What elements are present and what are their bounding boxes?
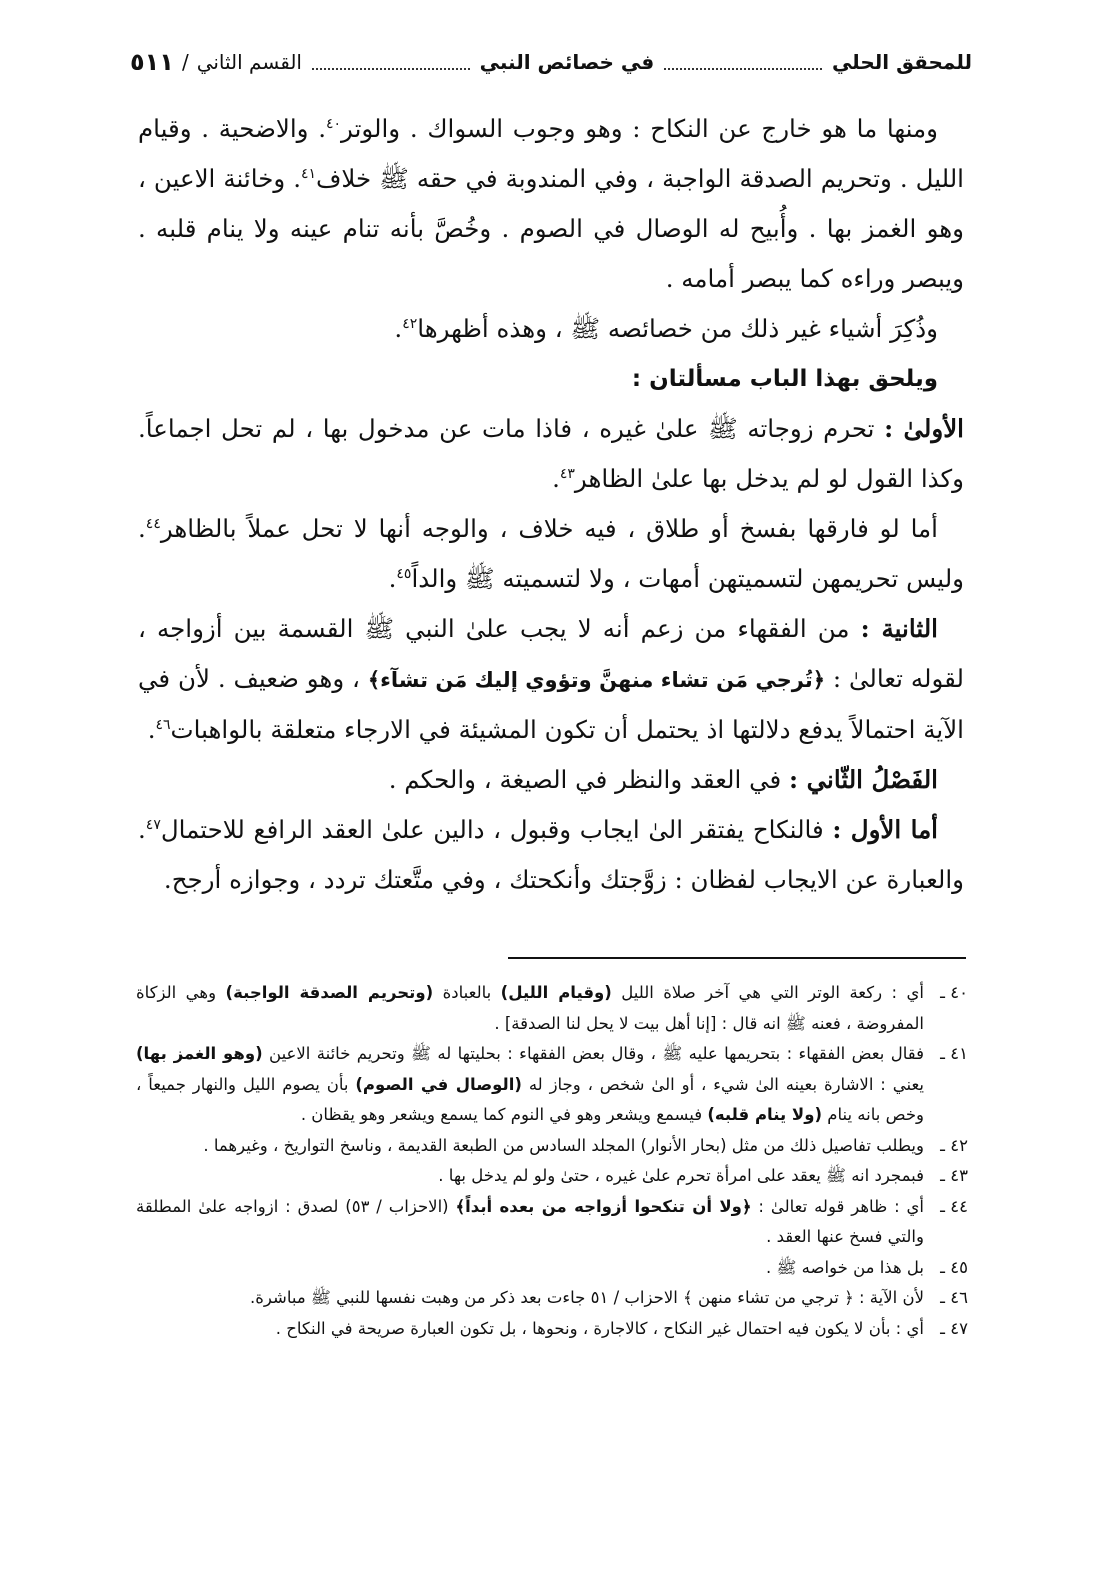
- chapter-title: في خصائص النبي: [479, 50, 655, 74]
- text-run: .: [147, 715, 156, 744]
- footnote: [136, 1131, 968, 1162]
- text-run: فالنكاح يفتقر الىٰ ايجاب وقبول ، دالين علىٰ العقد الرافع للاحتمال: [160, 815, 824, 844]
- footnote-number: ٤٢ ـ: [940, 1135, 968, 1155]
- text-run: . وخائنة الاعين ، وهو الغمز بها . وأُبيح له الوصال في الصوم . وخُصَّ بأنه تنام عينه ولا ينام قلبه . ويبصر وراءه كما يبصر أمامه .: [138, 164, 964, 293]
- text-run: من الفقهاء من زعم أنه لا يجب علىٰ النبي ﷺ القسمة بين أزواجه ، لقوله تعالىٰ :: [138, 614, 964, 693]
- text-run: .: [388, 564, 397, 593]
- paragraph: [138, 604, 964, 755]
- text-run: . وليس تحريمهن لتسميتهن أمهات ، ولا لتسميته ﷺ والداً: [138, 514, 964, 593]
- folio: [130, 48, 302, 76]
- main-text: [138, 104, 964, 905]
- bold-term: (ولا ينام قلبه): [707, 1105, 822, 1124]
- footnote-number: ٤١ ـ: [940, 1044, 968, 1063]
- footnote: [136, 978, 968, 1039]
- header-leader-dots: [312, 67, 470, 70]
- text-run: فقال بعض الفقهاء : بتحريمها عليه ﷺ ، وقال بعض الفقهاء : بحليتها له ﷺ وتحريم خائنة الاعين: [262, 1044, 924, 1063]
- footnote-ref: ٤١: [300, 165, 317, 182]
- paragraph: [138, 805, 964, 905]
- footnote-ref: ٤٧: [145, 816, 161, 833]
- quran-quote: ﴿ولا أن تنكحوا أزواجه من بعده أبداً﴾: [455, 1196, 752, 1216]
- footnote-divider: [508, 957, 966, 959]
- header-leader-dots: [664, 67, 822, 70]
- footnote: [136, 1161, 968, 1192]
- text-run: لأن الآية : ﴿ ترجي من تشاء منهن ﴾ الاحزاب / ٥١ جاءت بعد ذكر من وهبت نفسها للنبي ﷺ مباشرة.: [250, 1288, 924, 1307]
- text-run: .: [552, 464, 560, 493]
- quran-quote: ﴿تُرجي مَن تشاء منهنَّ وتؤوي إليك مَن تشآء﴾: [367, 668, 826, 692]
- footnote-ref: ٤٤: [145, 515, 161, 532]
- lead-term: الأولىٰ :: [884, 414, 964, 443]
- footnote: [136, 1314, 968, 1345]
- section-label: القسم الثاني: [196, 50, 302, 74]
- footnote-number: ٤٠ ـ: [940, 983, 968, 1002]
- paragraph: [138, 304, 964, 354]
- footnotes: [136, 978, 968, 1344]
- lead-term: أما الأول :: [832, 815, 938, 844]
- text-run: فبمجرد انه ﷺ يعقد على امرأة تحرم علىٰ غيره ، حتىٰ ولو لم يدخل بها .: [438, 1166, 924, 1185]
- paragraph: [138, 504, 964, 604]
- text-run: أي : ظاهر قوله تعالىٰ :: [751, 1196, 924, 1216]
- text-run: أما لو فارقها بفسخ أو طلاق ، فيه خلاف ، والوجه أنها لا تحل عملاً بالظاهر: [160, 514, 938, 543]
- folio-separator: /: [181, 50, 189, 74]
- text-run: تحرم زوجاته ﷺ علىٰ غيره ، فاذا مات عن مدخول بها ، لم تحل اجماعاً. وكذا القول لو لم يدخل بها علىٰ الظاهر: [138, 414, 964, 493]
- footnote: [136, 1283, 968, 1314]
- running-header: [130, 42, 972, 82]
- bold-term: (وتحريم الصدقة الواجبة): [225, 983, 434, 1002]
- section-label: الفَصْلُ الثّاني :: [789, 765, 938, 794]
- page-number: ٥١١: [129, 48, 174, 76]
- footnote-number: ٤٥ ـ: [940, 1257, 968, 1277]
- footnote-ref: ٤٢: [402, 315, 418, 332]
- text-run: وهي الزكاة المفروضة ، فعنه ﷺ انه قال : [إنا أهل بيت لا يحل لنا الصدقة] .: [136, 983, 924, 1033]
- bold-term: (الوصال في الصوم): [355, 1074, 522, 1094]
- footnote: [136, 1039, 968, 1131]
- text-run: وذُكِرَ أشياء غير ذلك من خصائصه ﷺ ، وهذه أظهرها: [417, 314, 938, 343]
- bold-term: (وقيام الليل): [500, 983, 612, 1002]
- footnote-number: ٤٧ ـ: [940, 1318, 968, 1338]
- text-run: في العقد والنظر في الصيغة ، والحكم .: [388, 765, 782, 794]
- text-run: بل هذا من خواصه ﷺ .: [766, 1257, 924, 1277]
- text-run: فيسمع ويشعر وهو في النوم كما يسمع ويشعر وهو يقظان .: [300, 1105, 708, 1124]
- paragraph: [138, 104, 964, 304]
- text-run: أي : ركعة الوتر التي هي آخر صلاة الليل: [611, 983, 924, 1002]
- text-run: يعني : الاشارة بعينه الىٰ شيء ، أو الىٰ شخص ، وجاز له: [521, 1074, 924, 1094]
- text-run: أي : بأن لا يكون فيه احتمال غير النكاح ، كالاجارة ، ونحوها ، بل تكون العبارة صريحة في النكاح .: [275, 1318, 924, 1338]
- text-run: ومنها ما هو خارج عن النكاح : وهو وجوب السواك . والوتر: [341, 114, 938, 143]
- text-run: بأن يصوم الليل والنهار جميعاً ، وخص بانه ينام: [136, 1074, 924, 1124]
- running-title: للمحقق الحلي: [831, 50, 972, 74]
- text-run: ، وهو ضعيف . لأن في الآية احتمالاً يدفع دلالتها اذ يحتمل أن تكون المشيئة في الارجاء متعلقة بالواهبات: [138, 664, 964, 744]
- footnote-number: ٤٣ ـ: [940, 1166, 968, 1185]
- footnote-ref: ٤٦: [155, 716, 171, 733]
- footnote-ref: ٤٥: [396, 565, 412, 582]
- text-run: .: [394, 314, 403, 343]
- footnote-number: ٤٤ ـ: [940, 1196, 968, 1216]
- bold-term: (وهو الغمز بها): [136, 1044, 263, 1063]
- footnote: [136, 1192, 968, 1253]
- footnote-number: ٤٦ ـ: [940, 1288, 968, 1307]
- footnote-ref: ٤٣: [559, 465, 575, 482]
- paragraph: [138, 404, 964, 504]
- text-run: ويطلب تفاصيل ذلك من مثل (بحار الأنوار) المجلد السادس من الطبعة القديمة ، وناسخ التواريخ ، وغيرهما .: [203, 1135, 924, 1155]
- lead-term: الثانية :: [860, 614, 938, 643]
- text-run: (الاحزاب / ٥٣) لصدق : ازواجه علىٰ المطلقة والتي فسخ عنها العقد .: [136, 1196, 924, 1246]
- section-heading: ويلحق بهذا الباب مسألتان :: [631, 366, 938, 392]
- text-run: . والعبارة عن الايجاب لفظان : زوَّجتك وأنكحتك ، وفي متَّعتك تردد ، وجوازه أرجح.: [138, 815, 964, 894]
- text-run: بالعبادة: [433, 983, 501, 1002]
- footnote-ref: ٤٠: [326, 115, 342, 132]
- footnote: [136, 1253, 968, 1284]
- paragraph: [138, 755, 964, 805]
- text-run: . والاضحية . وقيام الليل . وتحريم الصدقة الواجبة ، وفي المندوبة في حقه ﷺ خلاف: [138, 114, 964, 193]
